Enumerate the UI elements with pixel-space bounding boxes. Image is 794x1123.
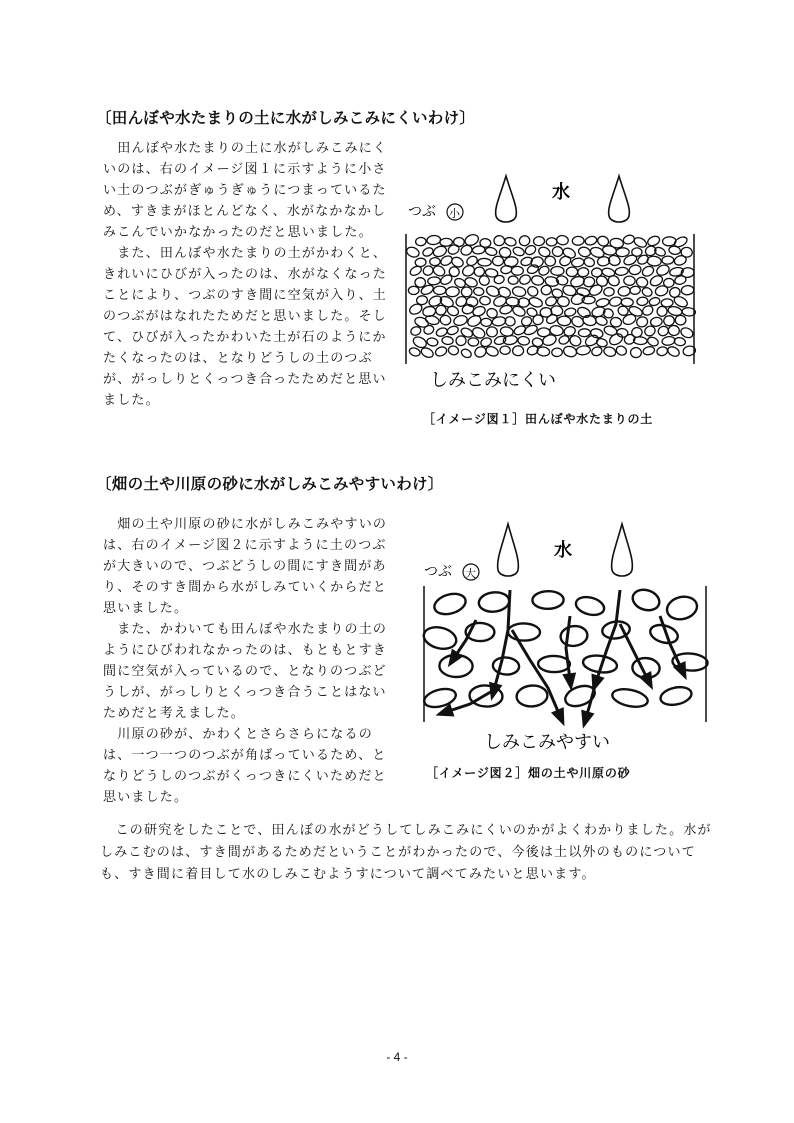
figure2-water-label: 水 — [554, 540, 572, 561]
arrow-head-icon — [554, 709, 563, 722]
soil-grain — [681, 285, 694, 295]
soil-grain — [659, 685, 693, 708]
arrow-head-icon — [450, 651, 461, 664]
soil-grain — [439, 314, 452, 326]
soil-grain — [533, 236, 545, 246]
soil-grain — [422, 686, 458, 710]
soil-grain — [596, 298, 610, 308]
soil-grain — [578, 329, 590, 337]
water-drop-icon — [498, 524, 519, 576]
soil-grain — [460, 326, 474, 338]
soil-grain — [616, 247, 630, 257]
soil-grain — [408, 346, 421, 357]
soil-grain — [552, 246, 564, 257]
soil-grain — [537, 346, 551, 356]
section2-heading: 〔畑の土や川原の砂に水がしみこみやすいわけ〕 — [96, 475, 444, 493]
figure2-caption: ［イメージ図２］畑の土や川原の砂 — [426, 766, 631, 780]
soil-grain — [442, 336, 454, 345]
soil-grain — [608, 332, 625, 347]
soil-grain — [577, 246, 591, 258]
soil-grain — [571, 257, 585, 267]
soil-grain — [628, 305, 644, 318]
soil-grain — [440, 238, 453, 246]
soil-grain — [646, 336, 659, 348]
soil-grain — [641, 264, 656, 278]
soil-grain — [656, 346, 668, 357]
soil-grain — [674, 337, 686, 347]
soil-grain — [617, 286, 630, 297]
soil-grain — [588, 283, 604, 298]
soil-grain — [572, 236, 584, 246]
section1-paragraph-2: また、田んぼや水たまりの土がかわくと、きれいにひびが入ったのは、水がなくなったことにより、つぶのすき間に空気が入り、土のつぶがはなれたためだと思いました。そして、ひびが入ったかわいた土が石のようにかたくなったのは、となりどうしの土のつぶが、がっしりとくっつき合ったためだと思いました。 — [103, 246, 388, 408]
soil-grain — [551, 348, 562, 357]
soil-grain — [538, 656, 570, 673]
water-drop-icon — [612, 524, 633, 576]
figure1-water-label: 水 — [552, 182, 570, 203]
soil-grain — [432, 590, 468, 617]
section2-paragraph-1: 畑の土や川原の砂に水がしみこみやすいのは、右のイメージ図２に示すように土のつぶが大きいので、つぶどうしの間にすき間があり、そのすき間から水がしみていくからだと思いました。 — [103, 517, 388, 616]
soil-grain — [661, 336, 675, 347]
conclusion-paragraph: この研究をしたことで、田んぼの水がどうしてしみこみにくいのかがよくわかりました。水がしみこむのは、すき間があるためだということがわかったので、今後は土以外のものについても、すき間に着目して水のしみこむようすについて調べてみたいと思います。 — [100, 823, 712, 882]
soil-grain — [591, 346, 604, 358]
soil-grain — [445, 286, 459, 297]
soil-grain — [609, 296, 623, 307]
soil-grain — [461, 287, 472, 297]
soil-grain — [492, 657, 519, 676]
soil-grain — [447, 243, 461, 256]
soil-grain — [472, 245, 485, 254]
soil-grain — [516, 685, 548, 708]
soil-grain — [668, 325, 680, 337]
soil-grain — [615, 345, 628, 357]
soil-grain — [630, 347, 642, 358]
soil-grain — [500, 265, 512, 275]
soil-grain — [478, 591, 510, 613]
soil-grain — [603, 287, 614, 296]
soil-grain — [512, 345, 524, 356]
section2-paragraph-2: また、かわいても田んぼや水たまりの土のようにひびわれなかったのは、もともとすき間に空気が入っているので、となりのつぶどうしが、がっしりとくっつき合うことはないためだと考えました。 — [103, 622, 388, 721]
soil-grain — [423, 324, 435, 336]
figure2-illustration — [420, 520, 710, 756]
soil-grain — [415, 237, 426, 246]
soil-grain — [635, 315, 649, 328]
water-drop-icon — [609, 176, 630, 222]
soil-grain — [628, 264, 641, 275]
soil-grain — [558, 255, 572, 268]
soil-grain — [642, 346, 655, 356]
arrow-head-icon — [676, 663, 685, 676]
soil-grain — [479, 296, 491, 306]
soil-grain — [508, 276, 518, 285]
soil-grain — [665, 594, 700, 623]
soil-grain — [633, 336, 647, 345]
figure2-size-mark: 大 — [465, 567, 476, 580]
figure1-size-mark: 小 — [449, 207, 460, 220]
soil-grain — [545, 313, 559, 326]
soil-grain — [434, 345, 448, 357]
soil-grain — [621, 298, 633, 307]
soil-grain — [611, 686, 650, 709]
figure2-bottom-label: しみこみやすい — [484, 732, 610, 753]
soil-grain — [630, 586, 662, 613]
soil-grain — [666, 345, 681, 358]
figure1-illustration — [400, 168, 700, 400]
soil-grain — [430, 258, 441, 266]
soil-grain — [577, 267, 589, 277]
soil-grain — [647, 256, 662, 267]
soil-grain — [559, 625, 588, 648]
soil-grain — [415, 258, 426, 267]
soil-grain — [494, 235, 505, 246]
soil-grain — [460, 348, 473, 360]
section2-body — [103, 514, 391, 808]
soil-grain — [622, 234, 635, 245]
soil-grain — [566, 267, 578, 277]
soil-grain — [574, 594, 606, 618]
soil-grain — [631, 327, 643, 338]
water-drop-icon — [496, 176, 517, 222]
soil-grain — [562, 345, 578, 359]
soil-grain — [590, 328, 604, 339]
soil-grain — [500, 346, 510, 354]
arrow-head-icon — [565, 674, 574, 687]
soil-grain — [662, 256, 674, 264]
soil-grain — [434, 286, 446, 294]
soil-grain — [526, 285, 540, 298]
soil-grain — [556, 235, 569, 246]
soil-grain — [576, 345, 591, 355]
arrow-head-icon — [642, 673, 652, 686]
soil-grain — [532, 591, 564, 609]
section1-paragraph-1: 田んぼや水たまりの土に水がしみこみにくいのは、右のイメージ図１に示すように小さい土のつぶがぎゅうぎゅうにつまっているため、すきまがほとんどなく、水がなかなかしみこんでいかなかったのだと思いました。 — [103, 141, 388, 240]
figure1-bottom-label: しみこみにくい — [430, 370, 556, 391]
soil-grain — [584, 235, 598, 246]
soil-grain — [492, 256, 503, 266]
small-soil-grains — [405, 233, 696, 360]
soil-grain — [468, 337, 479, 346]
soil-grain — [661, 299, 673, 307]
soil-grain — [447, 345, 459, 356]
soil-grain — [421, 624, 458, 652]
soil-grain — [528, 296, 544, 309]
soil-grain — [551, 267, 564, 276]
soil-grain — [517, 336, 530, 346]
soil-grain — [636, 296, 648, 306]
soil-grain — [531, 275, 545, 286]
soil-grain — [615, 267, 629, 276]
soil-grain — [557, 316, 571, 326]
soil-grain — [478, 258, 492, 266]
soil-grain — [421, 246, 434, 257]
soil-grain — [544, 256, 556, 267]
section2-paragraph-3: 川原の砂が、かわくとさらさらになるのは、一つ一つのつぶが角ばっているため、となりどうしのつぶがくっつきにくいためだと思いました。 — [103, 727, 387, 805]
soil-grain — [633, 236, 648, 249]
soil-grain — [650, 317, 663, 328]
soil-grain — [648, 296, 660, 307]
soil-grain — [518, 235, 531, 247]
soil-grain — [446, 325, 459, 336]
section1-heading: 〔田んぼや水たまりの土に水がしみこみにくいわけ〕 — [96, 109, 476, 127]
section1-body — [103, 138, 391, 411]
soil-grain — [570, 292, 586, 306]
figure1-grain-label: つぶ — [408, 204, 436, 220]
soil-grain — [641, 286, 654, 298]
soil-grain — [428, 277, 441, 286]
soil-grain — [486, 327, 497, 337]
soil-grain — [546, 238, 557, 247]
soil-grain — [609, 238, 624, 249]
soil-grain — [673, 254, 687, 266]
soil-grain — [473, 287, 484, 296]
soil-grain — [583, 256, 596, 268]
soil-grain — [408, 286, 419, 294]
page-number: - 4 - — [386, 1050, 408, 1064]
soil-grain — [512, 286, 527, 298]
soil-grain — [629, 286, 640, 295]
arrow-head-icon — [583, 712, 592, 725]
soil-grain — [646, 234, 661, 247]
soil-grain — [405, 245, 420, 258]
soil-grain — [504, 236, 517, 247]
soil-grain — [426, 337, 438, 347]
soil-grain — [675, 315, 686, 325]
figure2-grain-label: つぶ — [424, 564, 452, 580]
soil-grain — [481, 318, 492, 327]
soil-grain — [493, 335, 506, 346]
soil-grain — [485, 246, 498, 256]
soil-grain — [512, 246, 525, 258]
soil-grain — [603, 346, 617, 358]
figure1-caption: ［イメージ図１］田んぼや水たまりの土 — [423, 412, 654, 426]
soil-grain — [511, 266, 523, 275]
soil-grain — [426, 235, 440, 245]
soil-grain — [624, 276, 636, 286]
